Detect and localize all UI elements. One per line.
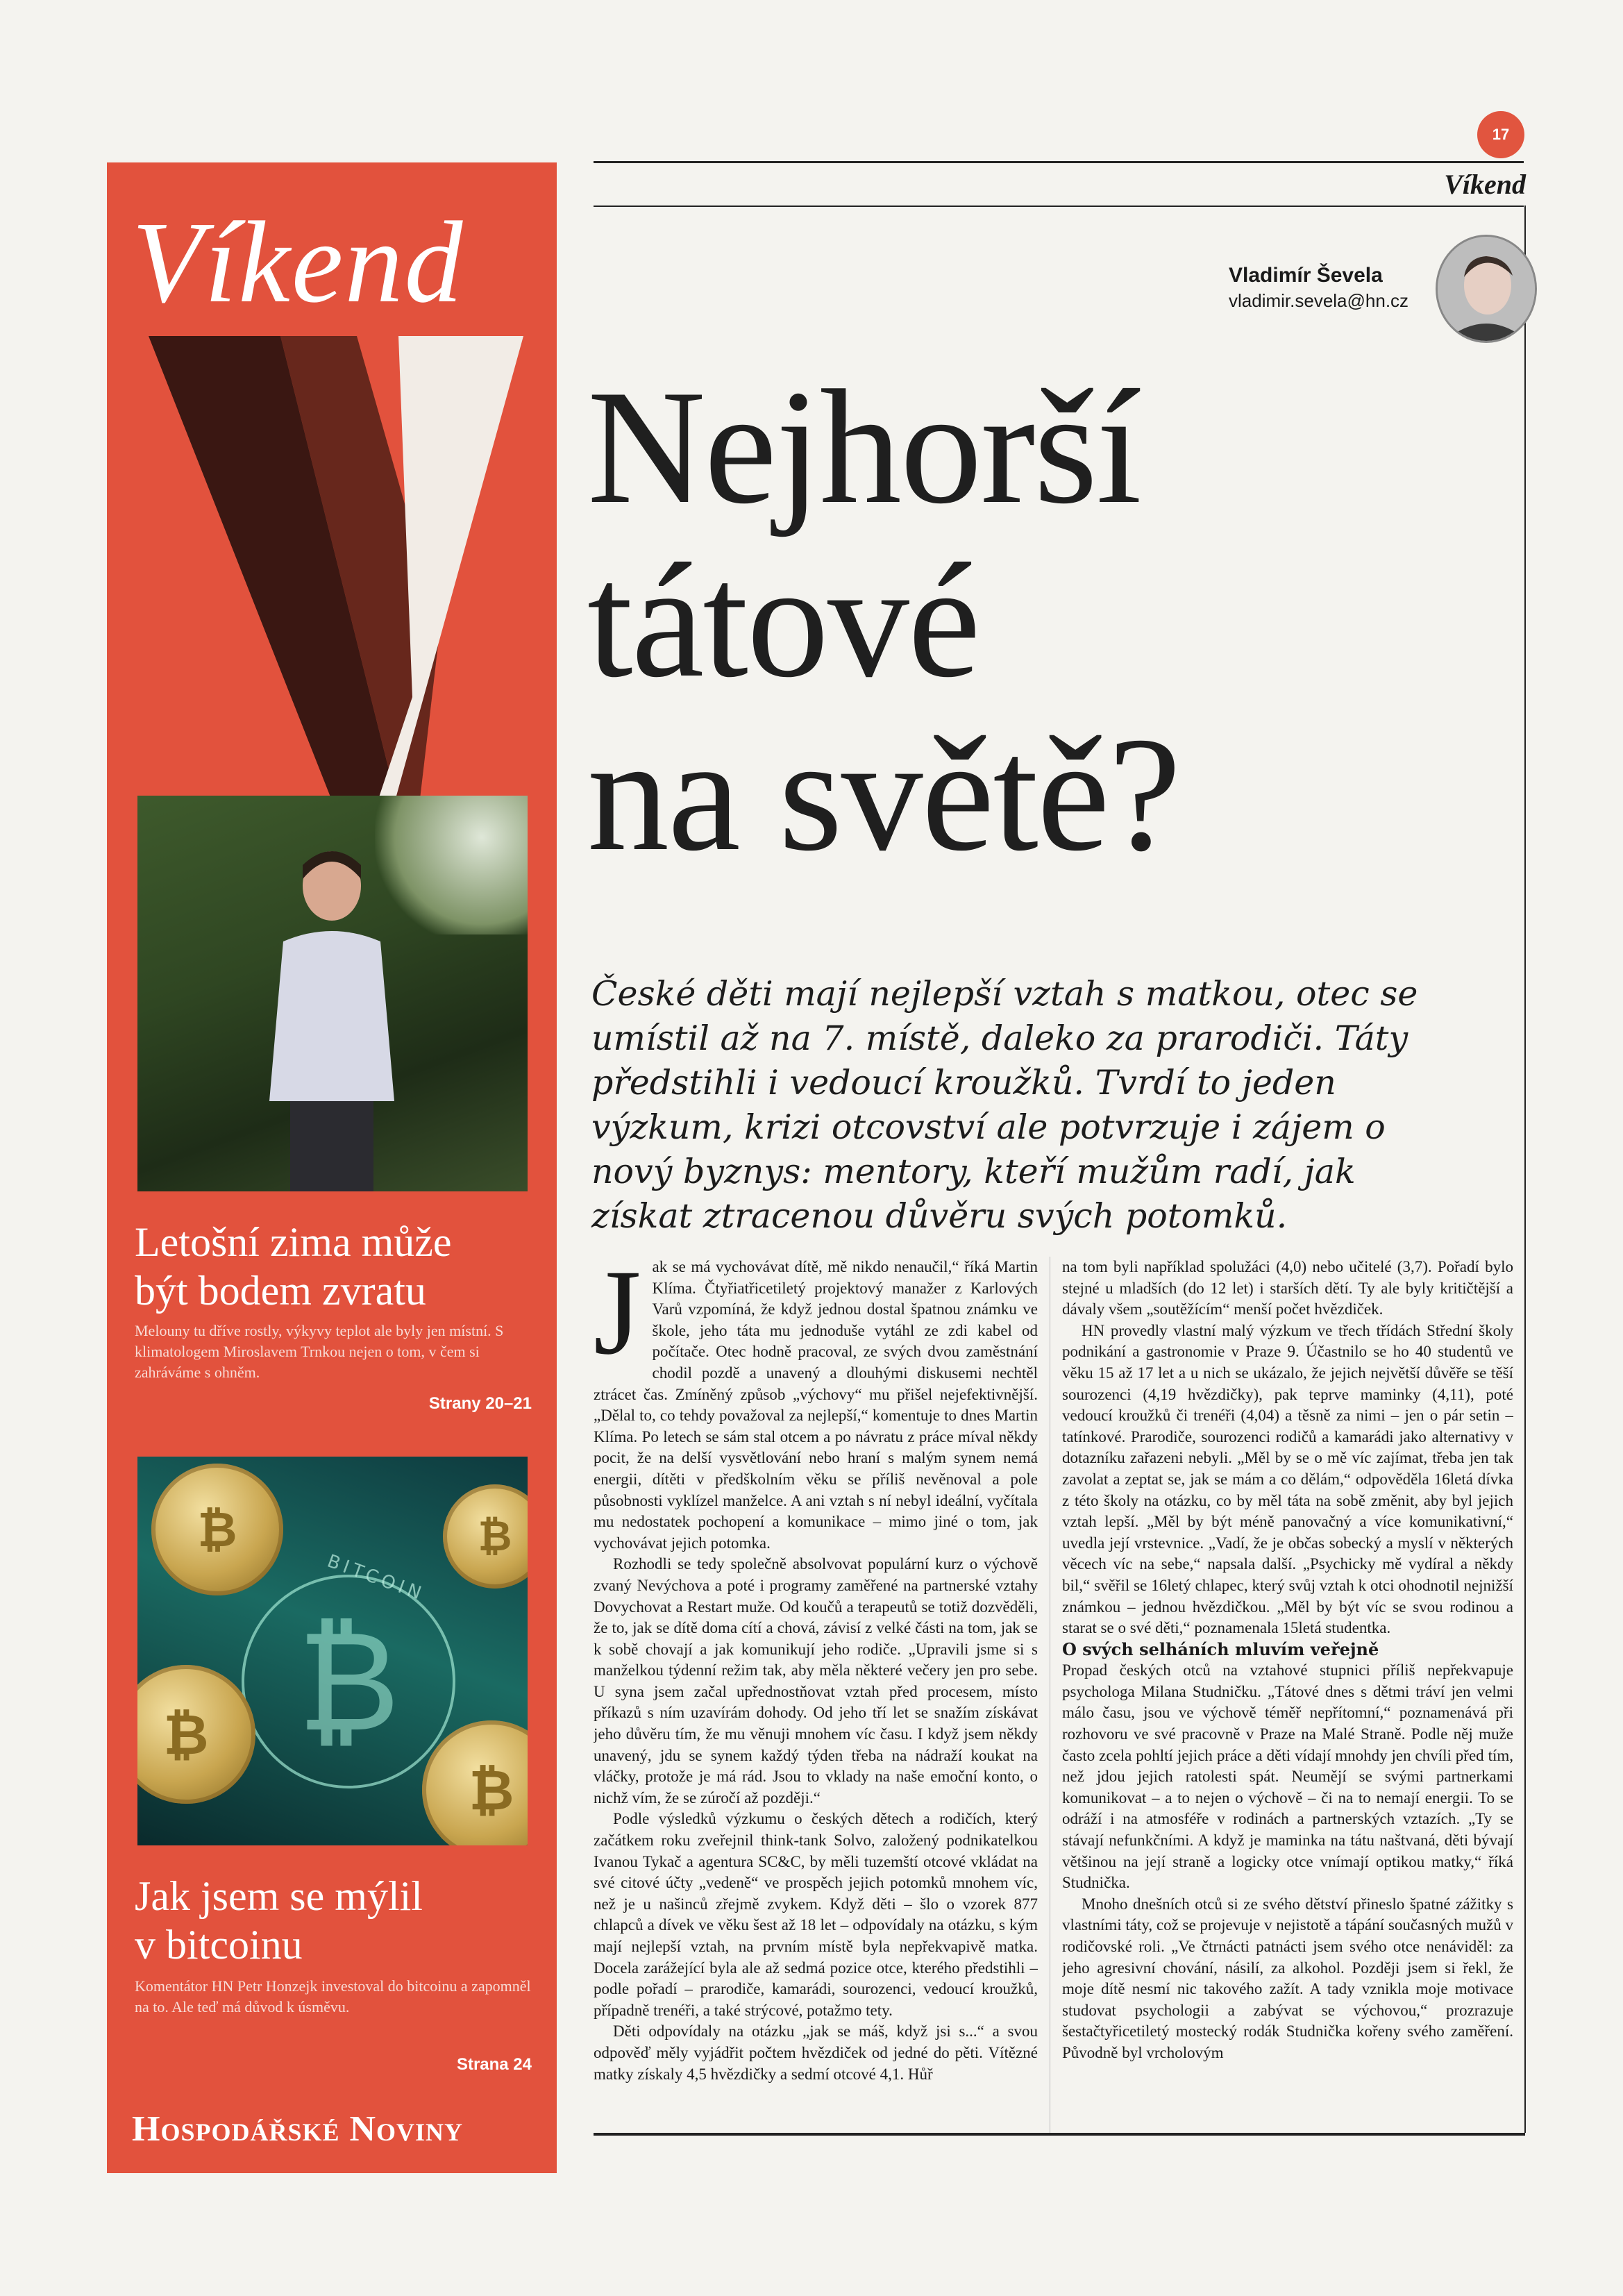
drop-cap: J bbox=[594, 1257, 641, 1380]
sidebar-story2-text: Komentátor HN Petr Honzejk investoval do bitcoinu a zapomněl na to. Ale teď má důvod k úsměvu. bbox=[135, 1977, 531, 2016]
author-avatar bbox=[1436, 235, 1537, 343]
article-column-1 bbox=[594, 1257, 1038, 2133]
header-rule bbox=[594, 206, 1524, 207]
coin-icon: ₿ bbox=[443, 1484, 528, 1589]
article-lead: České děti mají nejlepší vztah s matkou, otec se umístil až na 7. místě, daleko za prarodiči. Táty předstihli i vedoucí kroužků. Tvrdí to jeden výzkum, krizi otcovství ale potvrzuje i zájem o nový byznys: mentory, kteří mužům radí, jak získat ztracenou důvěru svých potomků. bbox=[591, 974, 1418, 1236]
coin-icon: ₿ bbox=[137, 1665, 255, 1804]
coin-icon: ₿ bbox=[151, 1464, 283, 1595]
paragraph: na tom byli například spolužáci (4,0) nebo učitelé (3,7). Pořadí bylo stejné u mladších (do 12 let) i starších dětí. Ty ale byly kritičtější a dávaly všem „soutěžícím“ menší počet hvězdiček. bbox=[1062, 1258, 1513, 1318]
paragraph: ak se má vychovávat dítě, mě nikdo nenaučil,“ říká Martin Klíma. Čtyřiatřicetiletý projektový manažer z Karlových Varů vzpomíná, že když jednou dostal špatnou známku ve škole, jeho táta mu jednoduše vytáhl ze zdi kabel od počítače. Otec hodně pracoval, ze svých dvou zaměstnání chodil pozdě a unavený a dlouhými diskusemi nechtěl ztrácet čas. Zmíněný způsob „výchovy“ mu přišel nejefektivnější. „Dělal to, co tehdy považoval za nejlepší,“ komentuje to dnes Martin Klíma. Po letech se sám stal otcem a po návratu z práce míval někdy pocit, že na delší vysvětlování nebo hraní s malým synem nemá energii, dítěti v předškolním věku se příliš nevěnoval a pole působnosti vyklízel manželce. A ani vztah s ní nebyl ideální, vyčítala mu nedostatek pochopení a komunikace – mimo jiné o tom, jak vychovávat jejich potomka. bbox=[594, 1258, 1038, 1552]
bitcoin-screen-text: BITCOIN bbox=[324, 1550, 428, 1606]
sidebar-story1-text: Melouny tu dříve rostly, výkyvy teplot ale byly jen místní. S klimatologem Miroslavem Trnkou nejen o tom, v čem si zahráváme s ohněm. bbox=[135, 1322, 504, 1381]
article-column-2 bbox=[1062, 1257, 1513, 2133]
paragraph: Děti odpovídaly na otázku „jak se máš, když jsi s...“ a svou odpověď měly vyjádřit počtem hvězdiček od jedné do pěti. Vítězné matky získaly 4,5 hvězdičky a sedmí otcové 4,1. Hůř bbox=[594, 2022, 1038, 2083]
coin-icon: ₿ bbox=[422, 1720, 528, 1845]
article-headline: Nejhorší tátové na světě? bbox=[587, 357, 1180, 885]
sidebar-panel bbox=[107, 162, 557, 2173]
newspaper-brand: Hospodářské Noviny bbox=[132, 2109, 464, 2149]
sidebar-story2-ref: Strana 24 bbox=[456, 2055, 532, 2074]
paragraph: Podle výsledků výzkumu o českých dětech a rodičích, který začátkem roku zveřejnil think-tank Solvo, založený podnikatelkou Ivanou Tykač a agentura SC&C, by měli tuzemští otcové vkládat na své citové účty „vedeně“ ve prospěch jejich potomků mnohem víc, než je u našinců zřejmě zvykem. Když děti – šlo o vzorek 877 chlapců a dívek ve věku šest až 18 let – odpovídaly na otázku, s kým mají nejlepší vztah, na prvním místě byla nepřekvapivě matka. Docela zarážející byla ale až sedmá pozice otce, kterého předstihli – podle pořadí – prarodiče, kamarádi, sourozenci, vedoucí kroužků, případně trenéři, a také strýcové, potažmo tety. bbox=[594, 1810, 1038, 2019]
bottom-rule bbox=[594, 2133, 1525, 2136]
sidebar-title: Víkend bbox=[132, 198, 464, 327]
section-label: Víkend bbox=[1444, 169, 1526, 200]
paragraph: Mnoho dnešních otců si ze svého dětství přineslo špatné zážitky s vlastními táty, což se projevuje v nejistotě a tápání současných mužů v rodičovské roli. „Ve čtrnácti patnácti jsem svého otce nenáviděl: za jeho agresivní chování, násilí, za alkohol. Později jsem si řekl, že moje dítě nesmí nic takového zažít. A tady vznikla moje motivace studovat psychologii a zabývat se výchovou,“ prozrazuje šestačtyřicetiletý mostecký rodák Studnička kořeny svého zaměření. Původně byl vrcholovým bbox=[1062, 1895, 1513, 2061]
author-face-icon bbox=[1438, 237, 1535, 341]
author-email[interactable]: vladimir.sevela@hn.cz bbox=[1229, 290, 1409, 311]
paragraph: Rozhodli se tedy společně absolvovat populární kurz o výchově zvaný Nevýchova a poté i programy zaměřené na partnerské vztahy Dovychovat a Restart muže. Od koučů a terapeutů se totiž dozvěděli, že to, jak se dítě doma cítí a chová, závisí z velké části na tom, jak se k sobě chovají a jak komunikují jeho rodiče. „Upravili jsme si s manželkou týdenní režim tak, aby měla některé večery jen pro sebe. U syna jsem začal upřednostňovat vztah před procesem, místo příkazů s ním uzavírám dohody. Od jeho tří let se snažím získávat jeho důvěru tím, že mu věnuji mnohem víc času. I když jsem někdy unavený, jdu se synem každý týden třeba na nádraží koukat na vláčky, protože je má rád. Jsou to vklady na naše emoční konto, o nichž vím, že se zúročí až později.“ bbox=[594, 1555, 1038, 1807]
paragraph: HN provedly vlastní malý výzkum ve třech třídách Střední školy podnikání a gastronomie v Praze 9. Účastnilo se ho 40 studentů ve věku 15 až 17 let a u nich se ukázalo, že jejich největší důvěře se těší sourozenci (4,19 hvězdičky), pak teprve maminky (4,11), poté vedoucí kroužků či trenéři (4,04) a těsně za nimi – jen o pár setin – tatínkové. Prarodiče, sourozenci rodičů a kamarádi jako alternativy v dotazníku zařazeni nebyli. „Měl by se o mě víc zajímat, třeba jen tak zavolat a zeptat se, jak se mám a co dělám,“ odpověděla 16letá dívka z této školy na otázku, co by měl táta na sobě změnit, aby byl jejich vztah lepší. „Měl by být méně panovačný a více komunikativní,“ uvedla její vrstevnice. „Vadí, že je občas sobecký a myslí v některých věcech víc na sebe,“ napsala další. „Psychicky mě vydíral a někdy bil,“ svěřil se 16letý chlapec, který svůj vztah k otci ohodnotil nejnižší známkou – jednou hvězdičkou. „Měl by být víc se svou rodinou a starat se o své děti,“ poznamenala 15letá studentka. bbox=[1062, 1321, 1513, 1637]
page-number: 17 bbox=[1477, 111, 1524, 158]
person-figure bbox=[262, 837, 401, 1191]
sidebar-story1-heading[interactable]: Letošní zima může být bodem zvratu bbox=[135, 1219, 452, 1314]
column-divider bbox=[1524, 206, 1526, 2133]
sidebar-photo-bitcoin bbox=[137, 1457, 528, 1845]
big-v-logo bbox=[149, 336, 523, 864]
sidebar-photo-climatologist bbox=[137, 796, 528, 1191]
sidebar-story2-heading[interactable]: Jak jsem se mýlil v bitcoinu bbox=[135, 1873, 423, 1968]
section-subheading: O svých selháních mluvím veřejně bbox=[1062, 1639, 1379, 1659]
bitcoin-symbol-icon: ₿ bbox=[242, 1575, 455, 1788]
sidebar-story1-ref: Strany 20–21 bbox=[428, 1394, 532, 1413]
top-rule bbox=[594, 161, 1524, 163]
author-name: Vladimír Ševela bbox=[1229, 264, 1383, 287]
paragraph: Propad českých otců na vztahové stupnici příliš nepřekvapuje psychologa Milana Studničku. „Tátové dnes s dětmi tráví jen velmi málo času, jsou ve výchově téměř nepřítomní,“ poznamenává při rozhovoru ve své pracovně v Praze na Malé Straně. Podle něj muže často zcela pohltí jejich práce a děti vídají mnohdy jen chvíli před tím, než jdou jejich ratolesti spát. Neumějí se svými partnerkami komunikovat – a to nejen o výchově – či na to nemají energii. To se odráží i na atmosféře v rodinách a partnerských vztazích. „Ty se stávají nefunkčními. A když je maminka na tátu naštvaná, děti bývají většinou na její straně a logicky otce vnímají optikou matky,“ říká Studnička. bbox=[1062, 1661, 1513, 1892]
